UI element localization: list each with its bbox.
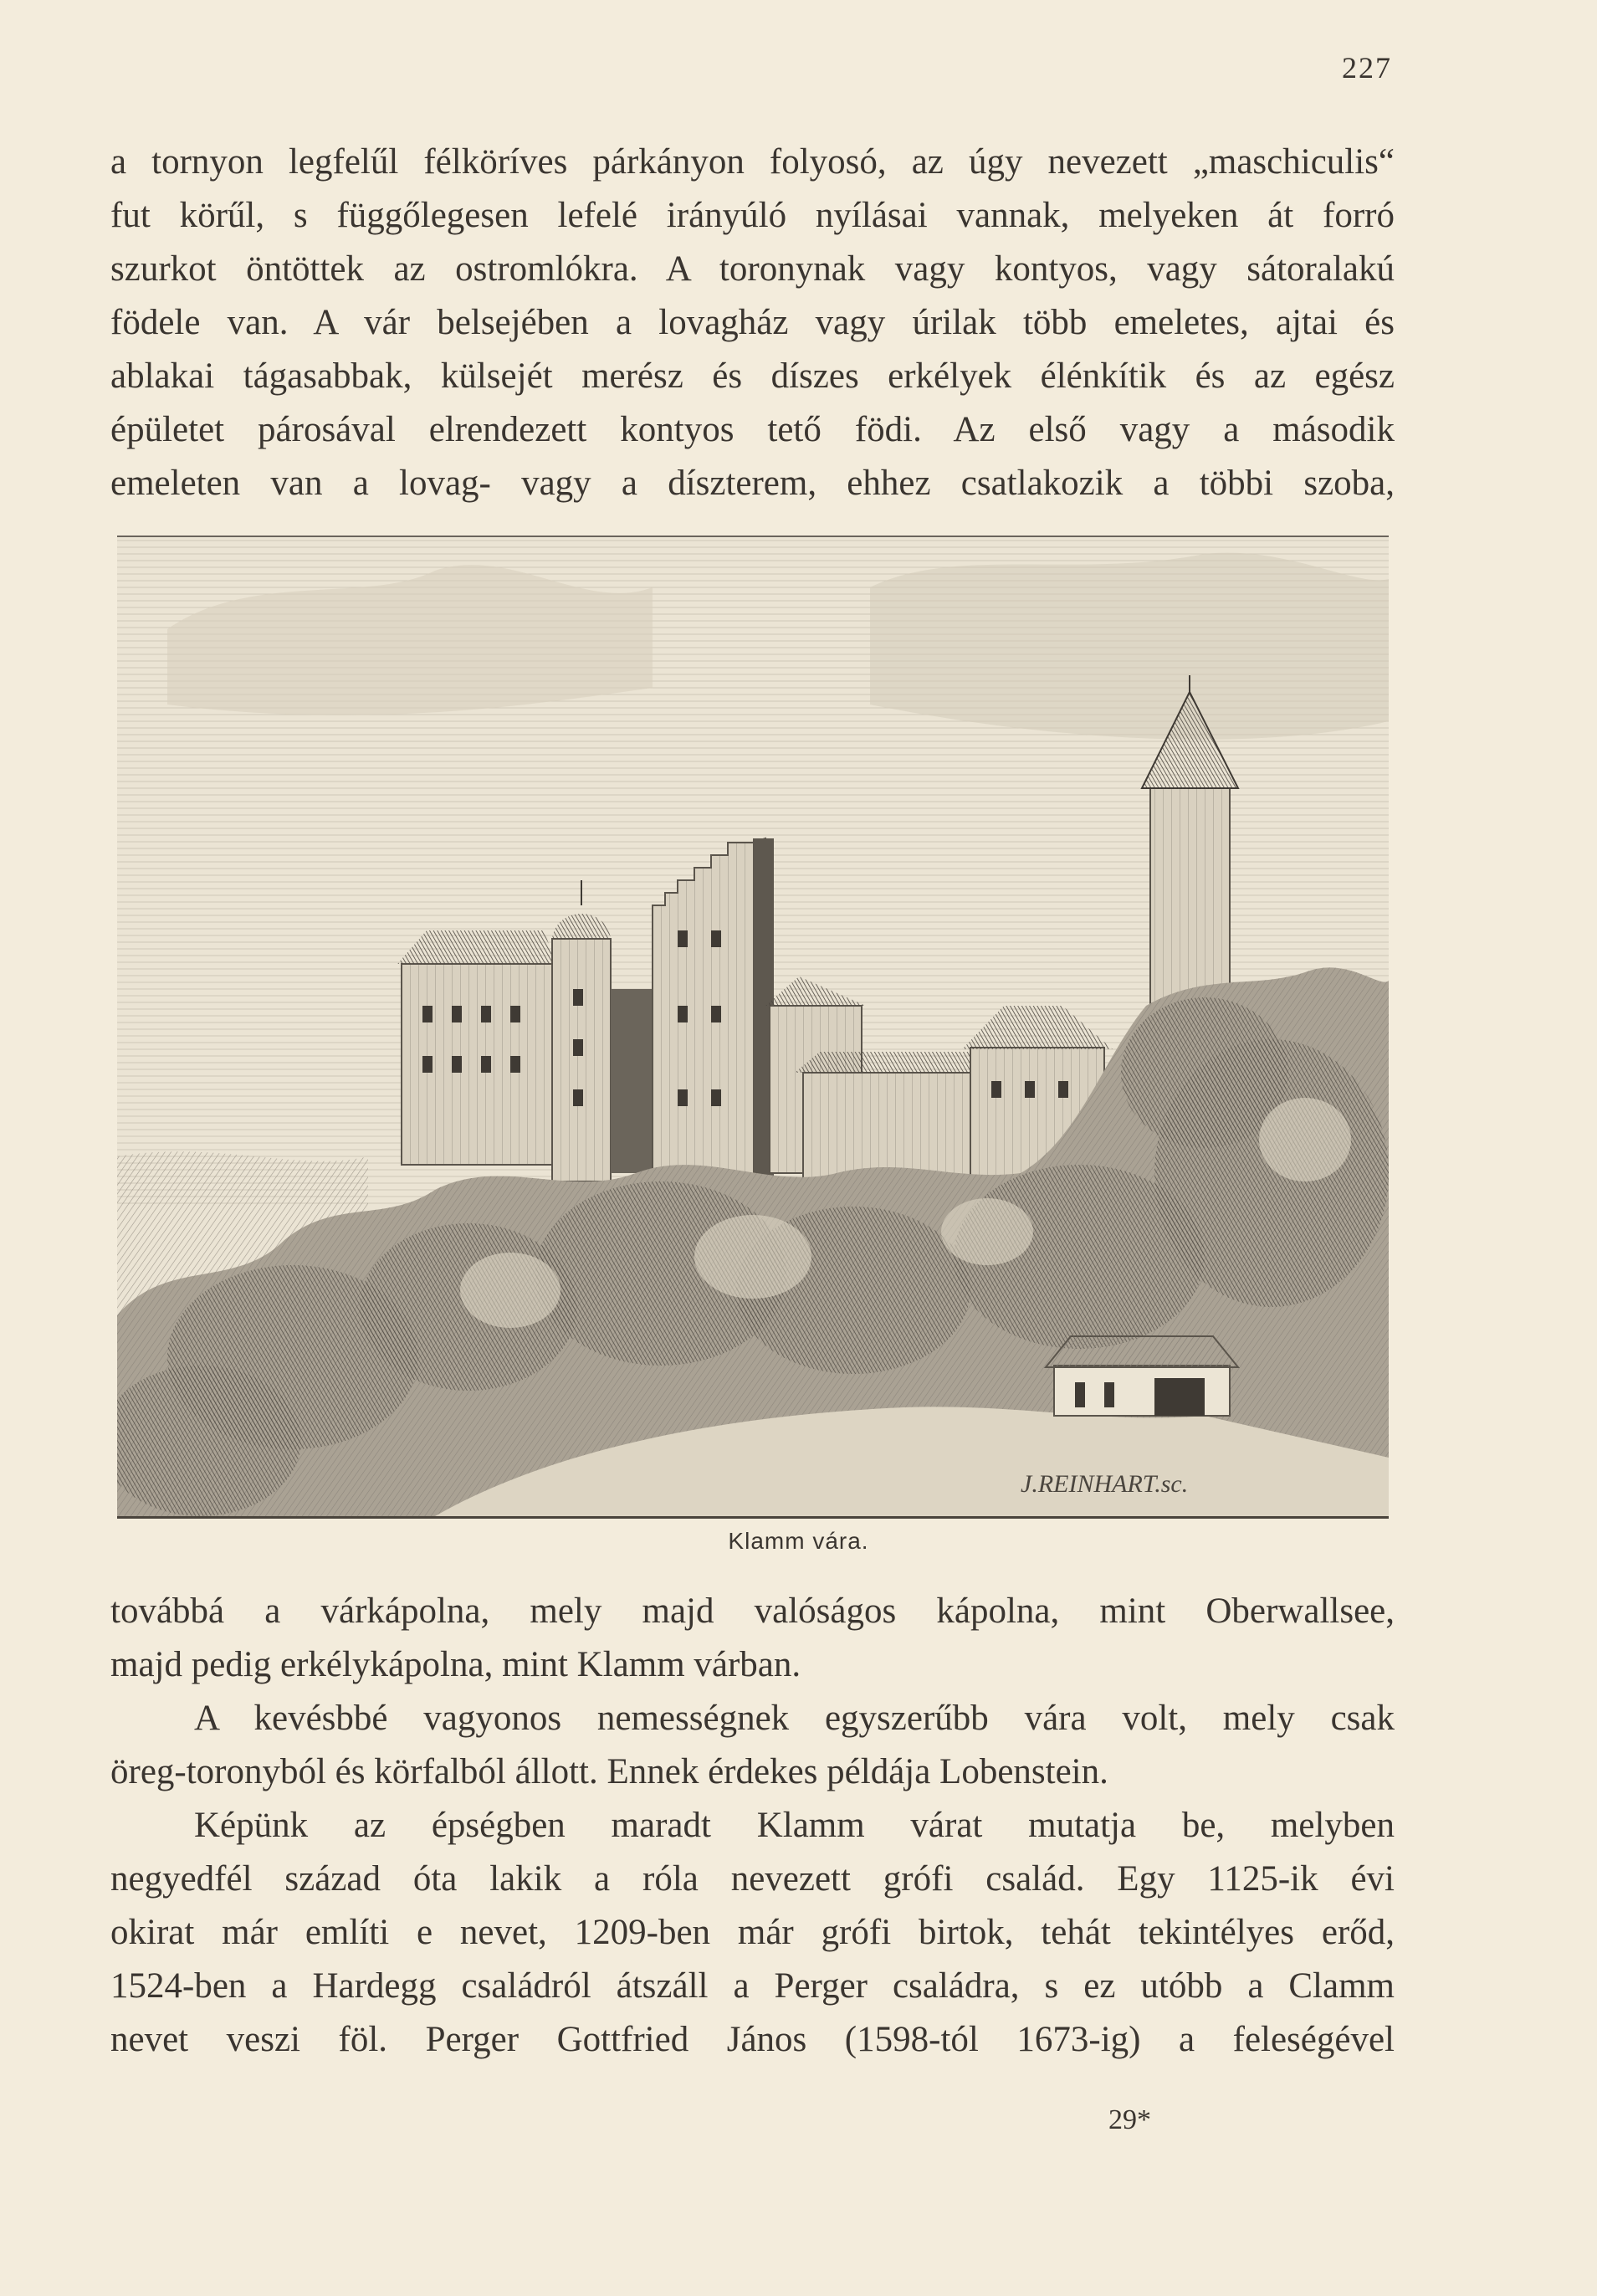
castle-engraving [117, 536, 1389, 1519]
text-line: szurkot öntöttek az ostromlókra. A toronynak vagy kontyos, vagy sátoralakú [110, 249, 1395, 289]
text-line: nevet veszi föl. Perger Gottfried János (1598-tól 1673-ig) a feleségével [110, 2020, 1395, 2059]
signature-mark: 29* [1108, 2104, 1151, 2135]
text-line: a tornyon legfelűl félköríves párkányon folyosó, az úgy nevezett „maschiculis“ [110, 142, 1395, 182]
bottom-paragraphs [110, 1585, 1395, 2067]
text-line: negyedfél század óta lakik a róla nevezett grófi család. Egy 1125-ik évi [110, 1859, 1395, 1899]
top-paragraph [110, 136, 1395, 510]
text-line: 1524-ben a Hardegg családról átszáll a Perger családra, s ez utóbb a Clamm [110, 1966, 1395, 2006]
text-line: okirat már említi e nevet, 1209-ben már grófi birtok, tehát tekintélyes erőd, [110, 1913, 1395, 1952]
text-line: emeleten van a lovag- vagy a díszterem, ehhez csatlakozik a többi szoba, [110, 464, 1395, 503]
text-line: majd pedig erkélykápolna, mint Klamm várban. [110, 1645, 801, 1684]
artist-signature: J.REINHART.sc. [1021, 1470, 1189, 1498]
text-line: A kevésbbé vagyonos nemességnek egyszerűbb vára volt, mely csak [194, 1699, 1395, 1738]
text-line: továbbá a várkápolna, mely majd valóságos kápolna, mint Oberwallsee, [110, 1591, 1395, 1631]
text-line: fut körűl, s függőlegesen lefelé irányúló nyílásai vannak, melyeken át forró [110, 196, 1395, 235]
text-line: épületet párosával elrendezett kontyos tető födi. Az első vagy a második [110, 410, 1395, 449]
text-line: ablakai tágasabbak, külsejét merész és díszes erkélyek élénkítik és az egész [110, 356, 1395, 396]
page-number: 227 [1342, 51, 1392, 85]
figure-caption: Klamm vára. [728, 1528, 869, 1554]
text-line: födele van. A vár belsejében a lovagház vagy úrilak több emeletes, ajtai és [110, 303, 1395, 342]
text-line: öreg-toronyból és körfalból állott. Ennek érdekes példája Lobenstein. [110, 1752, 1108, 1791]
text-line: Képünk az épségben maradt Klamm várat mutatja be, melyben [194, 1806, 1395, 1845]
